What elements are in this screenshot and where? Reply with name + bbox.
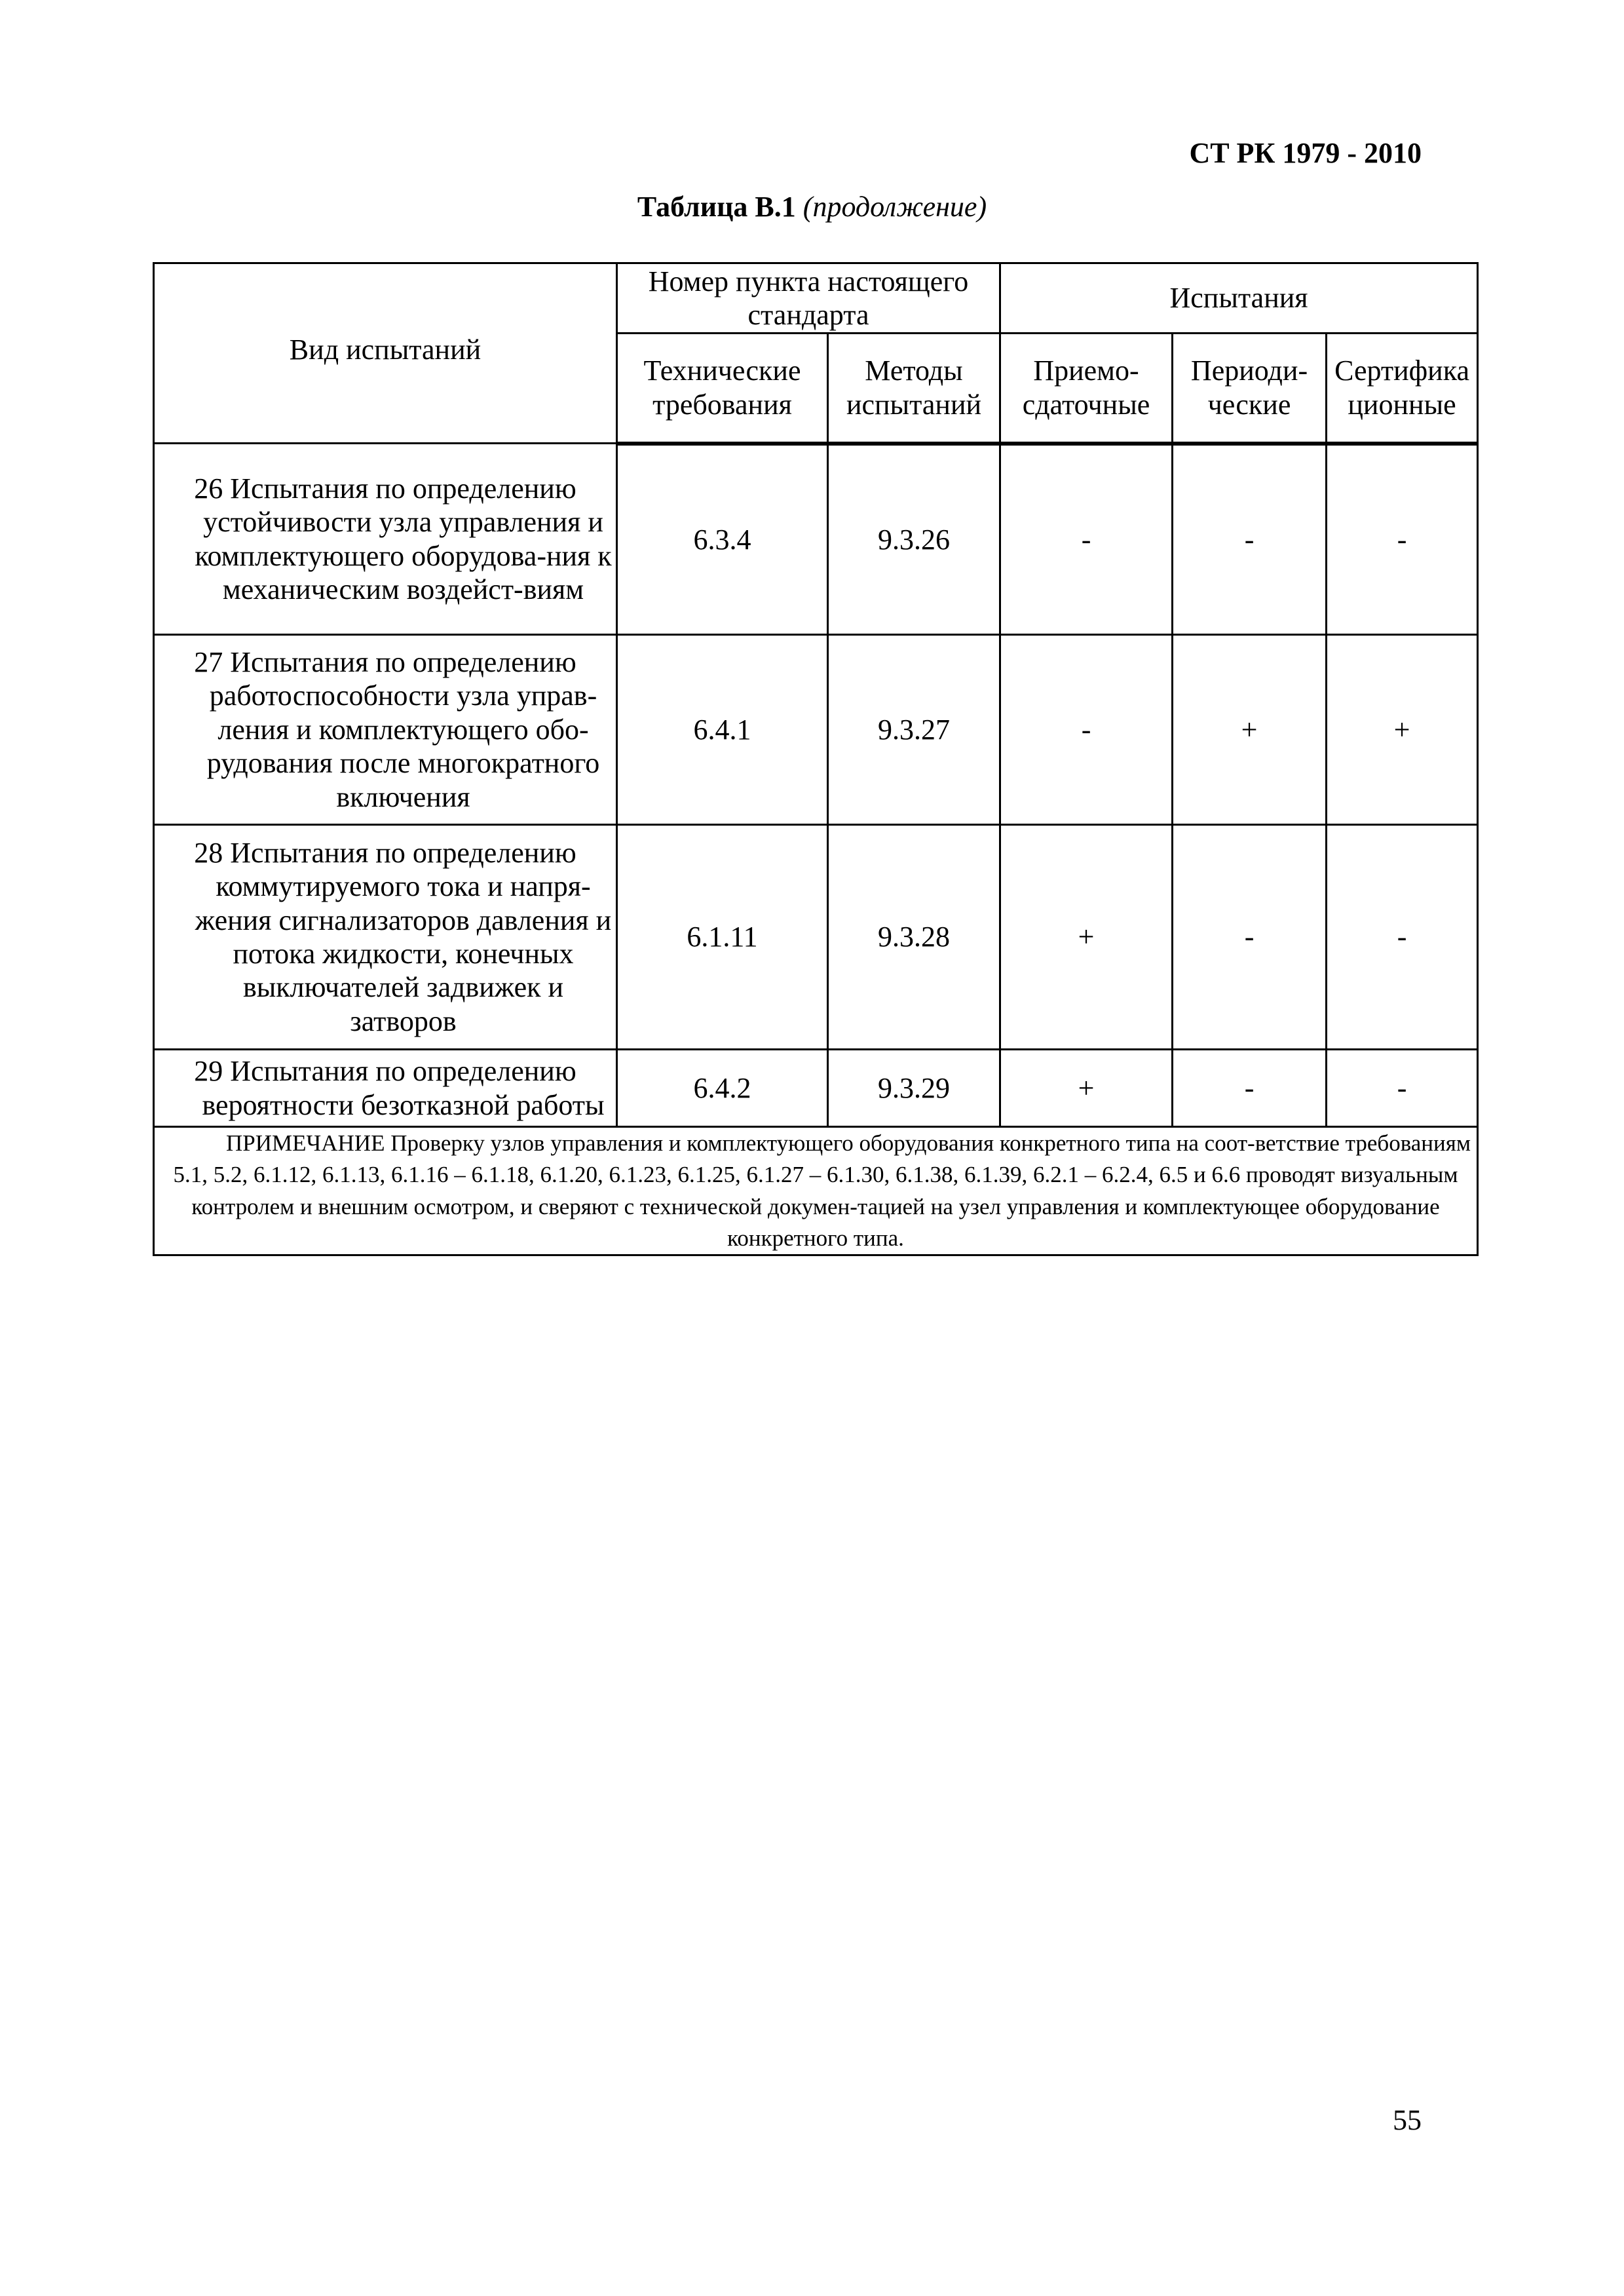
row-method-clause: 9.3.28 <box>828 825 1000 1050</box>
header-certification: Сертифика ционные <box>1327 334 1478 444</box>
row-certification-mark: + <box>1327 635 1478 825</box>
table-row <box>154 635 1478 825</box>
table-row <box>154 1050 1478 1127</box>
row-periodic-mark: - <box>1173 825 1327 1050</box>
row-technical-clause: 6.3.4 <box>617 444 828 635</box>
row-certification-mark: - <box>1327 825 1478 1050</box>
table-caption-title: Таблица В.1 <box>637 191 796 223</box>
row-periodic-mark: - <box>1173 444 1327 635</box>
row-technical-clause: 6.4.1 <box>617 635 828 825</box>
row-acceptance-mark: + <box>1000 825 1173 1050</box>
header-clause-number: Номер пункта настоящего стандарта <box>617 263 1000 334</box>
note-text: Проверку узлов управления и комплектующего оборудования конкретного типа на соот-ветствие требованиям 5.1, 5.2, 6.1.12, 6.1.13, 6.1.16 – 6.1.18, 6.1.20, 6.1.23, 6.1.25, 6.1.27 – 6.1.30, 6.1.38, 6.1.39, 6.2.1 – 6.2.4, 6.5 и 6.6 проводят визуальным контролем и внешним осмотром, и сверяют с технической докумен-тацией на узел управления и комплектующее оборудование конкретного типа. <box>173 1130 1471 1251</box>
note-label: ПРИМЕЧАНИЕ <box>226 1130 385 1156</box>
row-method-clause: 9.3.26 <box>828 444 1000 635</box>
row-technical-clause: 6.4.2 <box>617 1050 828 1127</box>
row-test-name: 26 Испытания по определению устойчивости узла управления и комплектующего оборудова-ния к механическим воздейст-виям <box>154 444 617 635</box>
header-tests: Испытания <box>1000 263 1478 334</box>
row-technical-clause: 6.1.11 <box>617 825 828 1050</box>
header-acceptance: Приемо-сдаточные <box>1000 334 1173 444</box>
row-periodic-mark: + <box>1173 635 1327 825</box>
table-caption <box>0 190 1624 223</box>
table-caption-continuation: (продолжение) <box>803 191 987 223</box>
row-method-clause: 9.3.27 <box>828 635 1000 825</box>
row-periodic-mark: - <box>1173 1050 1327 1127</box>
row-acceptance-mark: + <box>1000 1050 1173 1127</box>
tests-table <box>153 262 1479 1256</box>
header-periodic: Периоди-ческие <box>1173 334 1327 444</box>
table-row <box>154 444 1478 635</box>
row-acceptance-mark: - <box>1000 444 1173 635</box>
table-row <box>154 825 1478 1050</box>
table-note <box>154 1127 1478 1255</box>
header-test-type: Вид испытаний <box>154 263 617 444</box>
row-method-clause: 9.3.29 <box>828 1050 1000 1127</box>
row-certification-mark: - <box>1327 444 1478 635</box>
row-acceptance-mark: - <box>1000 635 1173 825</box>
note-row <box>154 1127 1478 1255</box>
row-certification-mark: - <box>1327 1050 1478 1127</box>
document-code: СТ РК 1979 - 2010 <box>1189 137 1422 169</box>
row-test-name: 28 Испытания по определению коммутируемого тока и напря-жения сигнализаторов давления и потока жидкости, конечных выключателей задвижек и затворов <box>154 825 617 1050</box>
row-test-name: 29 Испытания по определению вероятности безотказной работы <box>154 1050 617 1127</box>
header-test-methods: Методы испытаний <box>828 334 1000 444</box>
header-technical-requirements: Технические требования <box>617 334 828 444</box>
page-number: 55 <box>1393 2104 1422 2136</box>
row-test-name: 27 Испытания по определению работоспособности узла управ-ления и комплектующего обо-рудования после многократного включения <box>154 635 617 825</box>
